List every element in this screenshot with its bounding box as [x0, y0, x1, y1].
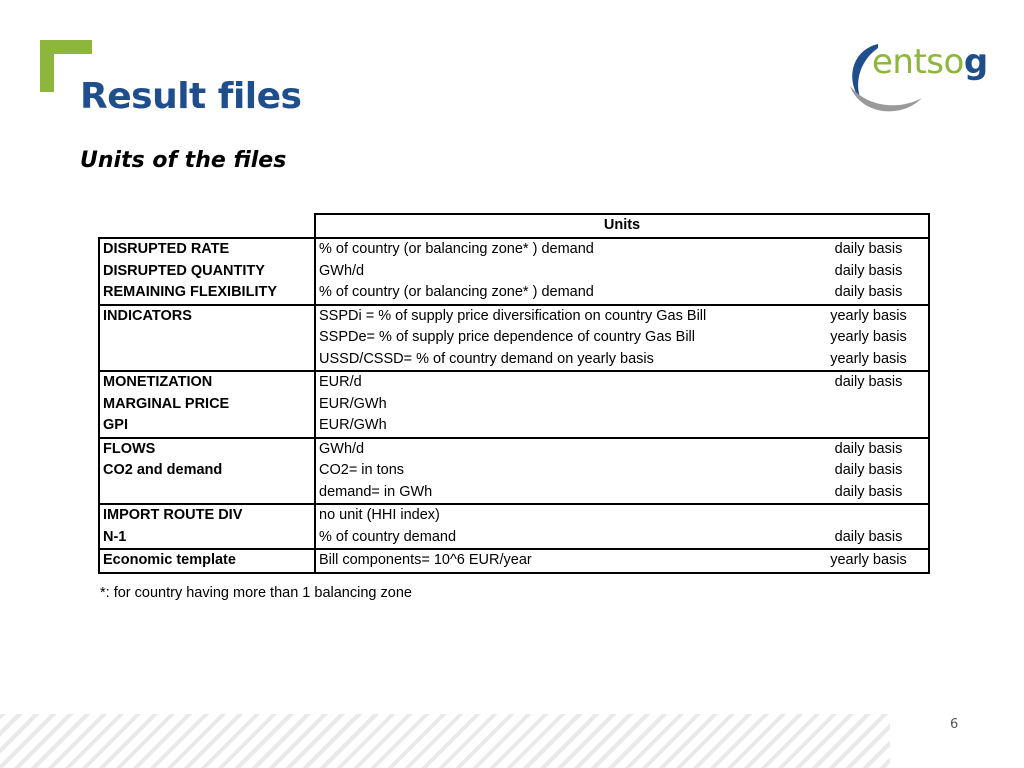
row-unit: USSD/CSSD= % of country demand on yearly basis — [315, 349, 809, 372]
table-row — [99, 371, 929, 394]
row-label: Economic template — [99, 549, 315, 573]
row-basis: yearly basis — [809, 305, 929, 328]
table-row — [99, 282, 929, 305]
row-basis: daily basis — [809, 238, 929, 261]
entsog-logo — [840, 36, 990, 116]
footnote: *: for country having more than 1 balancing zone — [100, 585, 412, 601]
row-basis — [809, 504, 929, 527]
units-table — [98, 213, 930, 574]
table-row — [99, 327, 929, 349]
row-basis: daily basis — [809, 371, 929, 394]
table-row — [99, 261, 929, 283]
row-unit: % of country (or balancing zone* ) demand — [315, 282, 809, 305]
page-number: 6 — [950, 717, 959, 732]
row-unit: SSPDi = % of supply price diversification on country Gas Bill — [315, 305, 809, 328]
table-row — [99, 527, 929, 550]
row-basis — [809, 415, 929, 438]
page-subtitle: Units of the files — [80, 148, 287, 173]
row-label: GPI — [99, 415, 315, 438]
row-basis: daily basis — [809, 460, 929, 482]
row-label: DISRUPTED RATE — [99, 238, 315, 261]
table-row — [99, 504, 929, 527]
units-header: Units — [315, 214, 929, 238]
row-unit: no unit (HHI index) — [315, 504, 809, 527]
row-label: MARGINAL PRICE — [99, 394, 315, 416]
table-row — [99, 460, 929, 482]
row-basis: yearly basis — [809, 349, 929, 372]
row-label: FLOWS — [99, 438, 315, 461]
table-row — [99, 549, 929, 573]
row-basis: yearly basis — [809, 549, 929, 573]
row-unit: GWh/d — [315, 438, 809, 461]
table-row — [99, 438, 929, 461]
table-row — [99, 305, 929, 328]
row-unit: GWh/d — [315, 261, 809, 283]
row-unit: EUR/GWh — [315, 394, 809, 416]
row-unit: EUR/d — [315, 371, 809, 394]
row-basis: daily basis — [809, 482, 929, 505]
row-label: REMAINING FLEXIBILITY — [99, 282, 315, 305]
row-basis: yearly basis — [809, 327, 929, 349]
row-unit: % of country demand — [315, 527, 809, 550]
footer-stripes — [0, 714, 890, 768]
row-basis: daily basis — [809, 261, 929, 283]
row-label: IMPORT ROUTE DIV — [99, 504, 315, 527]
row-label — [99, 327, 315, 349]
row-label: MONETIZATION — [99, 371, 315, 394]
row-basis — [809, 394, 929, 416]
row-unit: SSPDe= % of supply price dependence of country Gas Bill — [315, 327, 809, 349]
logo-wordmark: entsog — [872, 42, 988, 82]
row-label: N-1 — [99, 527, 315, 550]
table-row — [99, 394, 929, 416]
row-label: DISRUPTED QUANTITY — [99, 261, 315, 283]
page-title: Result files — [80, 76, 302, 117]
row-basis: daily basis — [809, 527, 929, 550]
row-label — [99, 482, 315, 505]
row-basis: daily basis — [809, 438, 929, 461]
table-row — [99, 238, 929, 261]
row-label: INDICATORS — [99, 305, 315, 328]
table-row — [99, 482, 929, 505]
table-header-row — [99, 214, 929, 238]
table-row — [99, 349, 929, 372]
row-basis: daily basis — [809, 282, 929, 305]
row-label: CO2 and demand — [99, 460, 315, 482]
table-row — [99, 415, 929, 438]
row-unit: demand= in GWh — [315, 482, 809, 505]
row-unit: CO2= in tons — [315, 460, 809, 482]
row-unit: % of country (or balancing zone* ) demand — [315, 238, 809, 261]
row-label — [99, 349, 315, 372]
row-unit: Bill components= 10^6 EUR/year — [315, 549, 809, 573]
row-unit: EUR/GWh — [315, 415, 809, 438]
